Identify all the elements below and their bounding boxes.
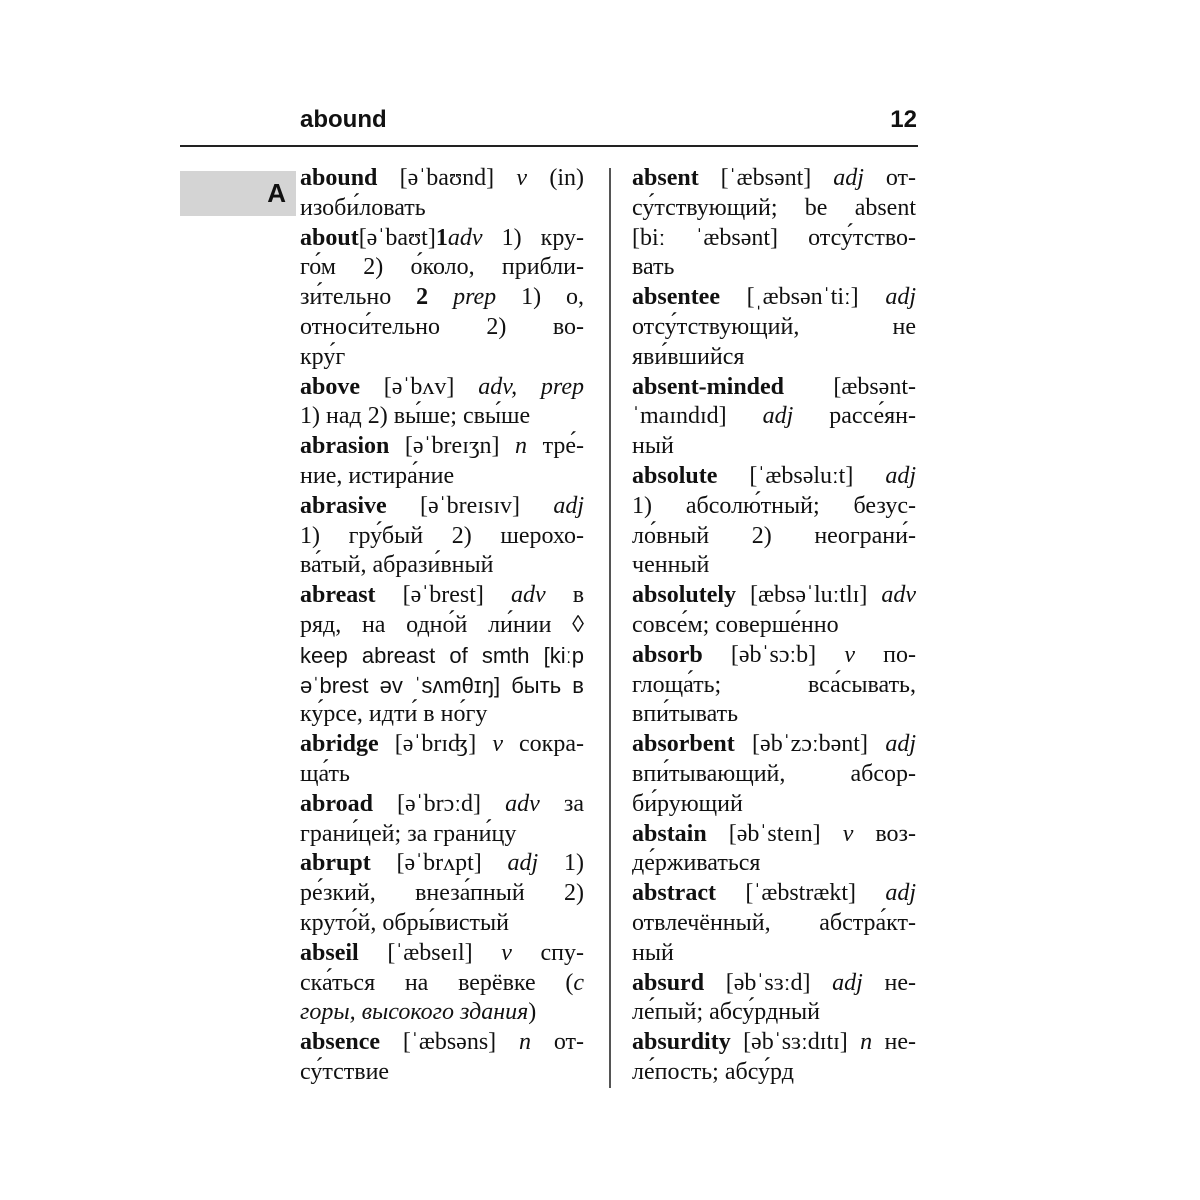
definition: ска́ться на верёвке ( — [300, 969, 574, 996]
entry-abrupt — [300, 849, 584, 938]
phonetic: [əˈbʌv] — [383, 373, 455, 400]
headword: absolute — [632, 462, 718, 489]
definition: впи́тывающий, абсор- — [632, 760, 916, 787]
definition: 1) — [564, 850, 584, 877]
phonetic: [əbˈsɜːdɪtɪ] — [743, 1029, 848, 1056]
headword: abrupt — [300, 850, 371, 877]
headword: abrasion — [300, 433, 390, 460]
entry-abstain — [632, 820, 916, 880]
definition: грани́цей; за грани́цу — [300, 820, 517, 847]
entry-about — [300, 224, 584, 373]
entry-abstract — [632, 879, 916, 968]
definition: су́тствие — [300, 1058, 390, 1085]
definition: ку́рсе, идти́ в но́гу — [300, 701, 488, 728]
definition: 1) над 2) вы́ше; свы́ше — [300, 403, 531, 430]
definition: ние, истира́ние — [300, 462, 455, 489]
phonetic: [ˈæbsənt] — [720, 165, 812, 191]
part-of-speech: adv, prep — [478, 373, 584, 400]
part-of-speech: adj — [507, 850, 539, 877]
part-of-speech: adv — [881, 582, 916, 609]
part-of-speech: adv — [510, 582, 546, 609]
entry-absent — [632, 164, 916, 283]
definition: ный — [632, 433, 674, 460]
definition: за — [563, 790, 584, 817]
phonetic: [əbˈsɜːd] — [725, 969, 811, 996]
letter-tab-label: A — [267, 178, 286, 208]
phonetic: [əˈbrɪʤ] — [394, 731, 477, 758]
part-of-speech: adj — [762, 403, 794, 430]
entry-absorb — [632, 641, 916, 730]
entry-absolute — [632, 462, 916, 581]
definition: 1) абсолю́тный; безус- — [632, 492, 916, 519]
phonetic: [əbˈsɔːb] — [730, 641, 817, 668]
headword: absent — [632, 165, 699, 191]
definition: отсу́тствующий, не — [632, 313, 916, 340]
definition: ) — [528, 999, 537, 1026]
definition: яви́вшийся — [632, 343, 745, 370]
sense-number: 2 — [416, 284, 429, 311]
part-of-speech: n — [860, 1029, 873, 1056]
part-of-speech: adv — [447, 224, 483, 251]
phonetic: [əˈbreɪsɪv] — [420, 492, 520, 519]
definition: рассе́ян- — [829, 403, 916, 430]
definition: не- — [884, 969, 916, 996]
entry-absentee — [632, 283, 916, 372]
definition: ва́тый, абрази́вный — [300, 552, 494, 579]
phonetic: ˈmaɪndɪd] — [632, 403, 727, 430]
definition: тре́- — [542, 433, 585, 460]
part-of-speech: v — [842, 820, 854, 847]
headword: absence — [300, 1029, 380, 1056]
definition: круто́й, обры́вистый — [300, 909, 509, 936]
phonetic: [əˈbrɔːd] — [397, 790, 481, 817]
definition: по- — [883, 641, 916, 668]
definition: ле́пость; абсу́рд — [632, 1058, 794, 1085]
definition: 1) кру- — [501, 224, 585, 251]
letter-tab — [180, 171, 296, 216]
definition: сокра- — [519, 731, 584, 758]
phonetic: [əbˈzɔːbənt] — [752, 731, 868, 758]
entry-abroad — [300, 790, 584, 850]
definition: в — [572, 582, 585, 609]
part-of-speech: adj — [885, 462, 917, 489]
entry-absurd — [632, 969, 916, 1029]
definition: воз- — [875, 820, 917, 847]
definition: глоща́ть; вса́сывать, — [632, 671, 916, 698]
phonetic: [əˈbreɪʒn] — [404, 433, 500, 460]
headword: about — [300, 224, 359, 251]
part-of-speech: v — [844, 641, 855, 668]
definition: ща́ть — [300, 760, 350, 787]
definition: совсе́м; соверше́нно — [632, 611, 839, 638]
definition: изоби́ловать — [300, 194, 426, 221]
headword: absorbent — [632, 731, 735, 758]
definition: не- — [884, 1029, 916, 1056]
headword: abrasive — [300, 492, 387, 519]
headword: abstain — [632, 820, 707, 847]
part-of-speech: v — [501, 939, 512, 966]
page-number: 12 — [890, 106, 917, 133]
column-divider — [609, 168, 611, 1088]
definition: 1) о, — [521, 284, 585, 311]
part-of-speech: adj — [553, 492, 585, 519]
definition: ный — [632, 939, 674, 966]
definition: ченный — [632, 552, 710, 579]
definition: зи́тельно — [300, 284, 392, 311]
part-of-speech: n — [515, 433, 528, 460]
headword: absurd — [632, 969, 705, 996]
part-of-speech: v — [492, 731, 503, 758]
definition: ре́зкий, внеза́пный 2) — [300, 880, 584, 907]
headword: absolutely — [632, 582, 737, 609]
phonetic: [ˈæbsəluːt] — [749, 462, 854, 489]
definition: де́рживаться — [632, 850, 761, 877]
entry-abridge — [300, 730, 584, 790]
definition: [biː ˈæbsənt] отсу́тство- — [632, 224, 916, 251]
headword: absentee — [632, 284, 720, 311]
headword: absorb — [632, 641, 703, 668]
entry-abseil — [300, 939, 584, 1028]
definition: го́м 2) о́коло, прибли- — [300, 254, 584, 281]
sense-number: 1 — [435, 224, 448, 251]
phonetic: [əˈbaʊnd] — [399, 165, 495, 191]
definition: впи́тывать — [632, 701, 739, 728]
definition: ле́пый; абсу́рдный — [632, 999, 821, 1026]
definition: би́рующий — [632, 790, 743, 817]
definition: спу- — [540, 939, 585, 966]
entry-abrasion — [300, 432, 584, 492]
headword: abreast — [300, 582, 376, 609]
part-of-speech: prep — [453, 284, 497, 311]
part-of-speech: adv — [505, 790, 540, 817]
entry-absent-minded — [632, 373, 916, 462]
phonetic: [əbˈsteɪn] — [728, 820, 821, 847]
headword: abroad — [300, 790, 373, 817]
part-of-speech: n — [519, 1029, 532, 1056]
phonetic: [ˈæbstrækt] — [745, 880, 856, 907]
headword: above — [300, 373, 360, 400]
definition: ряд, на одно́й ли́нии ◊ — [300, 611, 584, 638]
phonetic: [æbsənt- — [833, 373, 916, 400]
entry-absence — [300, 1028, 584, 1088]
phonetic: [ˈæbsəns] — [402, 1029, 497, 1056]
definition: кру́г — [300, 343, 346, 370]
page-header-headword: abound — [300, 106, 387, 133]
definition: относи́тельно 2) во- — [300, 313, 584, 340]
headword: abound — [300, 165, 378, 191]
entry-abreast — [300, 581, 584, 730]
part-of-speech: adj — [833, 165, 864, 191]
definition: (in) — [549, 165, 584, 191]
part-of-speech: v — [516, 165, 528, 191]
phonetic: [ˈæbseɪl] — [387, 939, 473, 966]
entry-above — [300, 373, 584, 433]
phonetic: [əˈbrest] — [402, 582, 484, 609]
phonetic: [æbsəˈluːtlɪ] — [750, 582, 868, 609]
headword: abstract — [632, 880, 716, 907]
definition: от- — [885, 165, 916, 191]
phonetic: [əˈbaʊt] — [358, 224, 436, 251]
phonetic: [ˌæbsənˈtiː] — [746, 284, 859, 311]
part-of-speech: adj — [885, 284, 917, 311]
entry-absurdity — [632, 1028, 916, 1088]
definition: 1) гру́бый 2) шерохо- — [300, 522, 584, 549]
entry-absorbent — [632, 730, 916, 819]
header-rule — [180, 145, 918, 147]
entry-abound — [300, 164, 584, 224]
part-of-speech: adj — [885, 880, 917, 907]
usage-note: горы, высокого здания — [300, 999, 529, 1026]
part-of-speech: adj — [885, 731, 916, 758]
right-column — [632, 164, 916, 1088]
definition: ло́вный 2) неограни́- — [632, 522, 916, 549]
left-column — [300, 164, 584, 1088]
headword: absurdity — [632, 1029, 731, 1056]
usage-note: с — [573, 969, 584, 996]
definition: от- — [553, 1029, 585, 1056]
idiom-phonetic: əˈbrest əv ˈsʌmθɪŋ] быть в — [300, 672, 584, 698]
headword: absent-minded — [632, 373, 785, 400]
idiom: keep abreast of smth [kiːp — [300, 642, 584, 668]
headword: abseil — [300, 939, 359, 966]
definition: вать — [632, 254, 675, 281]
entry-abrasive — [300, 492, 584, 581]
phonetic: [əˈbrʌpt] — [396, 850, 482, 877]
entry-absolutely — [632, 581, 916, 641]
headword: abridge — [300, 731, 379, 758]
part-of-speech: adj — [832, 969, 863, 996]
definition: отвлечённый, абстра́кт- — [632, 909, 916, 936]
definition: су́тствующий; be absent — [632, 194, 916, 221]
